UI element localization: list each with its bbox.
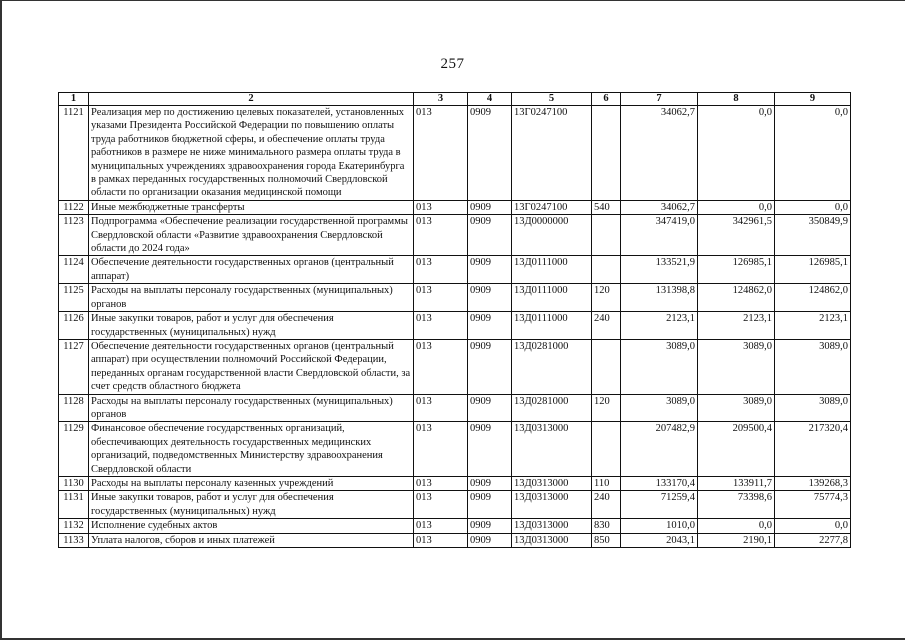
row-section-code: 0909: [468, 519, 512, 533]
row-name: Иные закупки товаров, работ и услуг для обеспечения государственных (муниципальных) нужд: [89, 312, 414, 340]
row-amount-year2: 2123,1: [698, 312, 775, 340]
row-target-code: 13Д0313000: [512, 491, 592, 519]
table-row: [59, 422, 851, 477]
table-body: [59, 106, 851, 548]
row-target-code: 13Г0247100: [512, 200, 592, 214]
row-number: 1121: [59, 106, 89, 201]
col-header-6: 6: [592, 93, 621, 106]
row-name: Иные межбюджетные трансферты: [89, 200, 414, 214]
table-row: [59, 256, 851, 284]
row-amount-year2: 0,0: [698, 200, 775, 214]
col-header-9: 9: [775, 93, 851, 106]
col-header-7: 7: [621, 93, 698, 106]
row-number: 1132: [59, 519, 89, 533]
row-amount-year3: 126985,1: [775, 256, 851, 284]
row-number: 1130: [59, 476, 89, 490]
col-header-4: 4: [468, 93, 512, 106]
row-target-code: 13Д0313000: [512, 476, 592, 490]
row-target-code: 13Д0111000: [512, 312, 592, 340]
row-amount-year2: 126985,1: [698, 256, 775, 284]
row-amount-year1: 3089,0: [621, 339, 698, 394]
table-row: [59, 339, 851, 394]
row-section-code: 0909: [468, 200, 512, 214]
row-amount-year2: 0,0: [698, 106, 775, 201]
row-target-code: 13Г0247100: [512, 106, 592, 201]
row-target-code: 13Д0313000: [512, 422, 592, 477]
row-amount-year2: 124862,0: [698, 284, 775, 312]
row-section-code: 0909: [468, 312, 512, 340]
table-row: [59, 394, 851, 422]
row-amount-year3: 0,0: [775, 519, 851, 533]
row-amount-year2: 3089,0: [698, 339, 775, 394]
row-amount-year3: 2123,1: [775, 312, 851, 340]
row-name: Исполнение судебных актов: [89, 519, 414, 533]
row-amount-year1: 2043,1: [621, 533, 698, 547]
row-amount-year2: 3089,0: [698, 394, 775, 422]
row-amount-year1: 1010,0: [621, 519, 698, 533]
table-row: [59, 476, 851, 490]
row-amount-year1: 71259,4: [621, 491, 698, 519]
row-amount-year3: 0,0: [775, 106, 851, 201]
row-number: 1123: [59, 215, 89, 256]
row-amount-year3: 217320,4: [775, 422, 851, 477]
row-number: 1127: [59, 339, 89, 394]
row-amount-year1: 207482,9: [621, 422, 698, 477]
row-amount-year3: 350849,9: [775, 215, 851, 256]
page-number: 257: [440, 56, 465, 72]
row-ministry-code: 013: [414, 533, 468, 547]
row-name: Финансовое обеспечение государственных организаций, обеспечивающих деятельность государственных медицинских организаций, подведомственных Министерству здравоохранения Свердловской области: [89, 422, 414, 477]
row-expense-type: 110: [592, 476, 621, 490]
row-ministry-code: 013: [414, 200, 468, 214]
row-number: 1124: [59, 256, 89, 284]
row-expense-type: [592, 106, 621, 201]
table-row: [59, 284, 851, 312]
row-amount-year3: 75774,3: [775, 491, 851, 519]
row-number: 1128: [59, 394, 89, 422]
row-amount-year1: 133521,9: [621, 256, 698, 284]
col-header-5: 5: [512, 93, 592, 106]
row-amount-year1: 2123,1: [621, 312, 698, 340]
row-expense-type: 850: [592, 533, 621, 547]
row-section-code: 0909: [468, 491, 512, 519]
header-row: [59, 93, 851, 106]
row-ministry-code: 013: [414, 339, 468, 394]
col-header-2: 2: [89, 93, 414, 106]
row-amount-year2: 209500,4: [698, 422, 775, 477]
row-name: Уплата налогов, сборов и иных платежей: [89, 533, 414, 547]
budget-table: [58, 92, 851, 548]
row-name: Расходы на выплаты персоналу казенных учреждений: [89, 476, 414, 490]
row-amount-year1: 34062,7: [621, 200, 698, 214]
row-section-code: 0909: [468, 284, 512, 312]
row-amount-year3: 3089,0: [775, 339, 851, 394]
scan-edge-top: [0, 0, 905, 1]
table-row: [59, 200, 851, 214]
row-target-code: 13Д0111000: [512, 256, 592, 284]
col-header-8: 8: [698, 93, 775, 106]
row-expense-type: 540: [592, 200, 621, 214]
table-row: [59, 215, 851, 256]
row-number: 1131: [59, 491, 89, 519]
row-name: Расходы на выплаты персоналу государственных (муниципальных) органов: [89, 284, 414, 312]
row-section-code: 0909: [468, 215, 512, 256]
row-ministry-code: 013: [414, 256, 468, 284]
row-ministry-code: 013: [414, 215, 468, 256]
table-row: [59, 106, 851, 201]
row-expense-type: 240: [592, 491, 621, 519]
row-expense-type: 120: [592, 394, 621, 422]
row-number: 1133: [59, 533, 89, 547]
row-amount-year2: 133911,7: [698, 476, 775, 490]
row-section-code: 0909: [468, 422, 512, 477]
row-ministry-code: 013: [414, 284, 468, 312]
row-amount-year3: 139268,3: [775, 476, 851, 490]
row-name: Расходы на выплаты персоналу государственных (муниципальных) органов: [89, 394, 414, 422]
row-number: 1126: [59, 312, 89, 340]
row-ministry-code: 013: [414, 519, 468, 533]
row-section-code: 0909: [468, 394, 512, 422]
row-amount-year1: 131398,8: [621, 284, 698, 312]
row-ministry-code: 013: [414, 476, 468, 490]
row-expense-type: [592, 339, 621, 394]
row-number: 1125: [59, 284, 89, 312]
row-ministry-code: 013: [414, 394, 468, 422]
row-number: 1122: [59, 200, 89, 214]
row-target-code: 13Д0281000: [512, 394, 592, 422]
row-section-code: 0909: [468, 256, 512, 284]
row-name: Иные закупки товаров, работ и услуг для обеспечения государственных (муниципальных) нужд: [89, 491, 414, 519]
table-row: [59, 312, 851, 340]
row-ministry-code: 013: [414, 422, 468, 477]
table-row: [59, 533, 851, 547]
row-name: Реализация мер по достижению целевых показателей, установленных указами Президента Российской Федерации по повышению оплаты труда работников бюджетной сферы, и обеспечение оплаты труда работников в размере не ниже минимального размера оплаты труда в муниципальных учреждениях здравоохранения города Екатеринбурга в рамках переданных государственных полномочий Свердловской области по организации оказания медицинской помощи: [89, 106, 414, 201]
row-target-code: 13Д0000000: [512, 215, 592, 256]
row-ministry-code: 013: [414, 491, 468, 519]
row-amount-year3: 2277,8: [775, 533, 851, 547]
row-expense-type: [592, 256, 621, 284]
col-header-3: 3: [414, 93, 468, 106]
row-amount-year2: 2190,1: [698, 533, 775, 547]
row-amount-year1: 3089,0: [621, 394, 698, 422]
row-amount-year3: 0,0: [775, 200, 851, 214]
row-section-code: 0909: [468, 476, 512, 490]
row-name: Обеспечение деятельности государственных органов (центральный аппарат) при осуществлении полномочий Российской Федерации, переданных органам государственной власти Свердловской области, за счет средств областного бюджета: [89, 339, 414, 394]
row-expense-type: 240: [592, 312, 621, 340]
row-section-code: 0909: [468, 533, 512, 547]
table-row: [59, 491, 851, 519]
row-amount-year2: 73398,6: [698, 491, 775, 519]
row-target-code: 13Д0313000: [512, 519, 592, 533]
row-expense-type: [592, 422, 621, 477]
row-section-code: 0909: [468, 106, 512, 201]
row-number: 1129: [59, 422, 89, 477]
row-target-code: 13Д0281000: [512, 339, 592, 394]
row-expense-type: [592, 215, 621, 256]
row-name: Подпрограмма «Обеспечение реализации государственной программы Свердловской области «Развитие здравоохранения Свердловской области до 2024 года»: [89, 215, 414, 256]
row-amount-year1: 34062,7: [621, 106, 698, 201]
row-target-code: 13Д0313000: [512, 533, 592, 547]
row-amount-year2: 0,0: [698, 519, 775, 533]
col-header-1: 1: [59, 93, 89, 106]
row-amount-year2: 342961,5: [698, 215, 775, 256]
row-expense-type: 830: [592, 519, 621, 533]
row-amount-year3: 3089,0: [775, 394, 851, 422]
row-expense-type: 120: [592, 284, 621, 312]
scan-edge-left: [0, 0, 2, 640]
row-amount-year1: 133170,4: [621, 476, 698, 490]
row-amount-year3: 124862,0: [775, 284, 851, 312]
row-amount-year1: 347419,0: [621, 215, 698, 256]
row-ministry-code: 013: [414, 106, 468, 201]
row-section-code: 0909: [468, 339, 512, 394]
table-row: [59, 519, 851, 533]
row-name: Обеспечение деятельности государственных органов (центральный аппарат): [89, 256, 414, 284]
row-ministry-code: 013: [414, 312, 468, 340]
row-target-code: 13Д0111000: [512, 284, 592, 312]
